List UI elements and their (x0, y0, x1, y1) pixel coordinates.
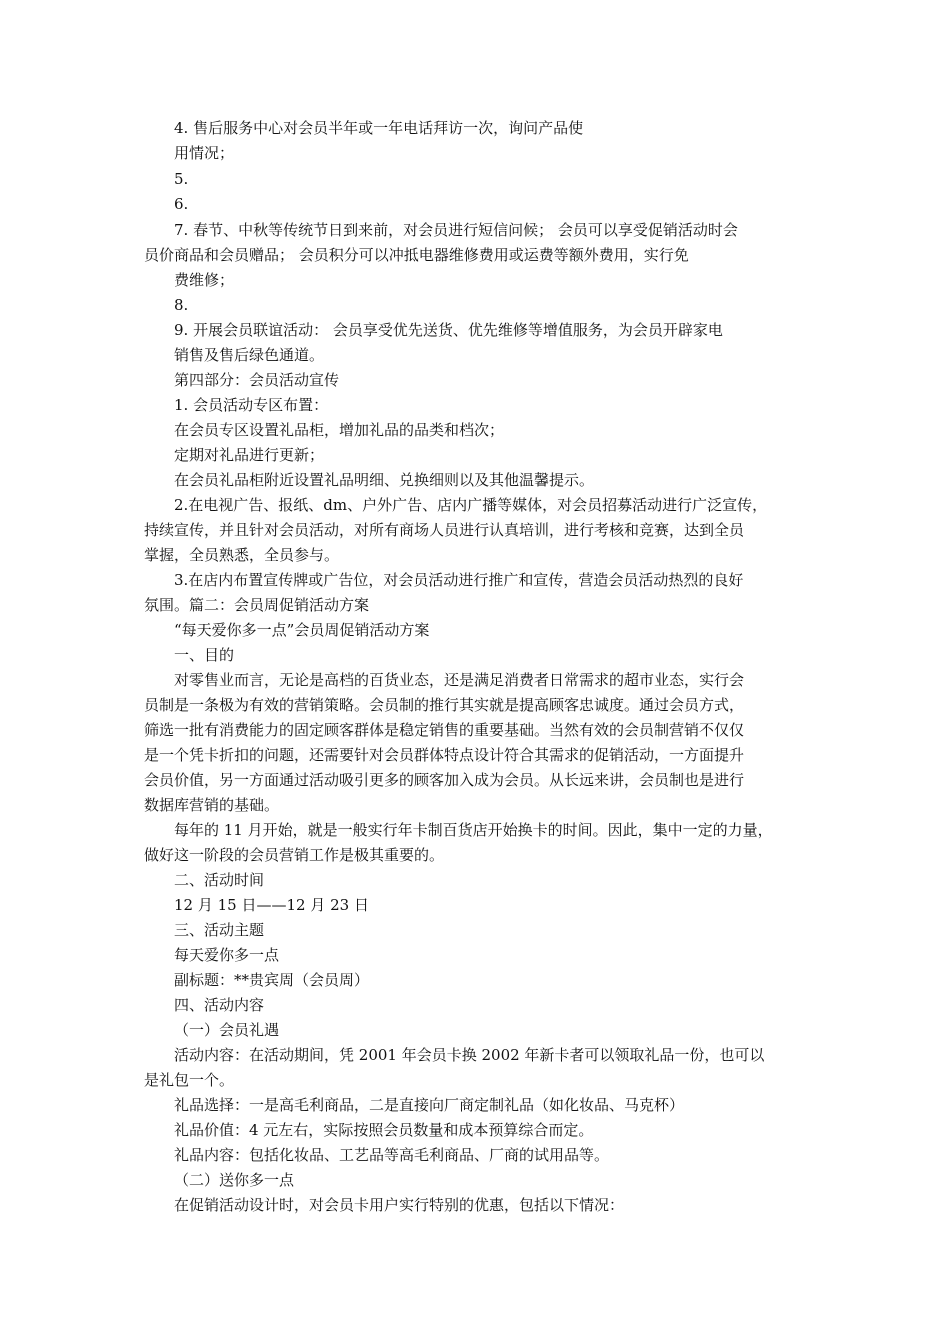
text-line: 会员价值，另一方面通过活动吸引更多的顾客加入成为会员。从长远来讲，会员制也是进行 (144, 771, 745, 789)
text-line: 8. (174, 296, 189, 314)
text-line: 1. 会员活动专区布置： (174, 396, 329, 414)
text-line: 每天爱你多一点 (174, 946, 280, 964)
text-line: 礼品内容：包括化妆品、工艺品等高毛利商品、厂商的试用品等。 (174, 1146, 610, 1164)
section-heading: 四、活动内容 (174, 996, 265, 1014)
text-line: 12 月 15 日——12 月 23 日 (174, 896, 369, 914)
section-heading: 二、活动时间 (174, 871, 265, 889)
document-title: “每天爱你多一点”会员周促销活动方案 (174, 621, 430, 639)
text-line: 在促销活动设计时，对会员卡用户实行特别的优惠，包括以下情况： (174, 1196, 625, 1214)
text-line: 筛选一批有消费能力的固定顾客群体是稳定销售的重要基础。当然有效的会员制营销不仅仅 (144, 721, 745, 739)
text-line: 在会员专区设置礼品柜，增加礼品的品类和档次； (174, 421, 505, 439)
text-line: 氛围。篇二：会员周促销活动方案 (144, 596, 370, 614)
text-line: 3.在店内布置宣传牌或广告位，对会员活动进行推广和宣传，营造会员活动热烈的良好 (174, 571, 744, 589)
subsection-heading: （二）送你多一点 (174, 1171, 295, 1189)
text-line: 在会员礼品柜附近设置礼品明细、兑换细则以及其他温馨提示。 (174, 471, 595, 489)
text-line: 持续宣传，并且针对会员活动，对所有商场人员进行认真培训，进行考核和竞赛，达到全员 (144, 521, 745, 539)
text-line: 副标题：**贵宾周（会员周） (174, 971, 370, 989)
text-line: 7. 春节、中秋等传统节日到来前，对会员进行短信问候； 会员可以享受促销活动时会 (174, 221, 738, 239)
text-line: 4. 售后服务中心对会员半年或一年电话拜访一次，询问产品使 (174, 119, 584, 137)
text-line: 员价商品和会员赠品； 会员积分可以冲抵电器维修费用或运费等额外费用，实行免 (144, 246, 689, 264)
text-line: 对零售业而言，无论是高档的百货业态，还是满足消费者日常需求的超市业态，实行会 (174, 671, 745, 689)
text-line: 礼品选择：一是高毛利商品，二是直接向厂商定制礼品（如化妆品、马克杯） (174, 1096, 685, 1114)
text-line: 费维修； (174, 271, 235, 289)
text-line: 礼品价值：4 元左右，实际按照会员数量和成本预算综合而定。 (174, 1121, 594, 1139)
text-line: 是礼包一个。 (144, 1071, 235, 1089)
text-line: 员制是一条极为有效的营销策略。会员制的推行其实就是提高顾客忠诚度。通过会员方式， (144, 696, 745, 714)
text-line: 销售及售后绿色通道。 (174, 346, 325, 364)
text-line: 定期对礼品进行更新； (174, 446, 325, 464)
subsection-heading: （一）会员礼遇 (174, 1021, 280, 1039)
text-line: 每年的 11 月开始，就是一般实行年卡制百货店开始换卡的时间。因此，集中一定的力量， (174, 821, 773, 839)
text-line: 是一个凭卡折扣的问题，还需要针对会员群体特点设计符合其需求的促销活动，一方面提升 (144, 746, 745, 764)
text-line: 活动内容：在活动期间，凭 2001 年会员卡换 2002 年新卡者可以领取礼品一份，也可以 (174, 1046, 765, 1064)
text-line: 掌握，全员熟悉，全员参与。 (144, 546, 340, 564)
text-line: 6. (174, 195, 189, 213)
text-line: 5. (174, 170, 189, 188)
section-heading: 三、活动主题 (174, 921, 265, 939)
text-line: 用情况； (174, 144, 235, 162)
text-line: 9. 开展会员联谊活动： 会员享受优先送货、优先维修等增值服务，为会员开辟家电 (174, 321, 723, 339)
text-line: 数据库营销的基础。 (144, 796, 280, 814)
section-heading: 第四部分：会员活动宣传 (174, 371, 340, 389)
section-heading: 一、目的 (174, 646, 235, 664)
text-line: 2.在电视广告、报纸、dm、户外广告、店内广播等媒体，对会员招募活动进行广泛宣传， (174, 496, 768, 514)
text-line: 做好这一阶段的会员营销工作是极其重要的。 (144, 846, 445, 864)
